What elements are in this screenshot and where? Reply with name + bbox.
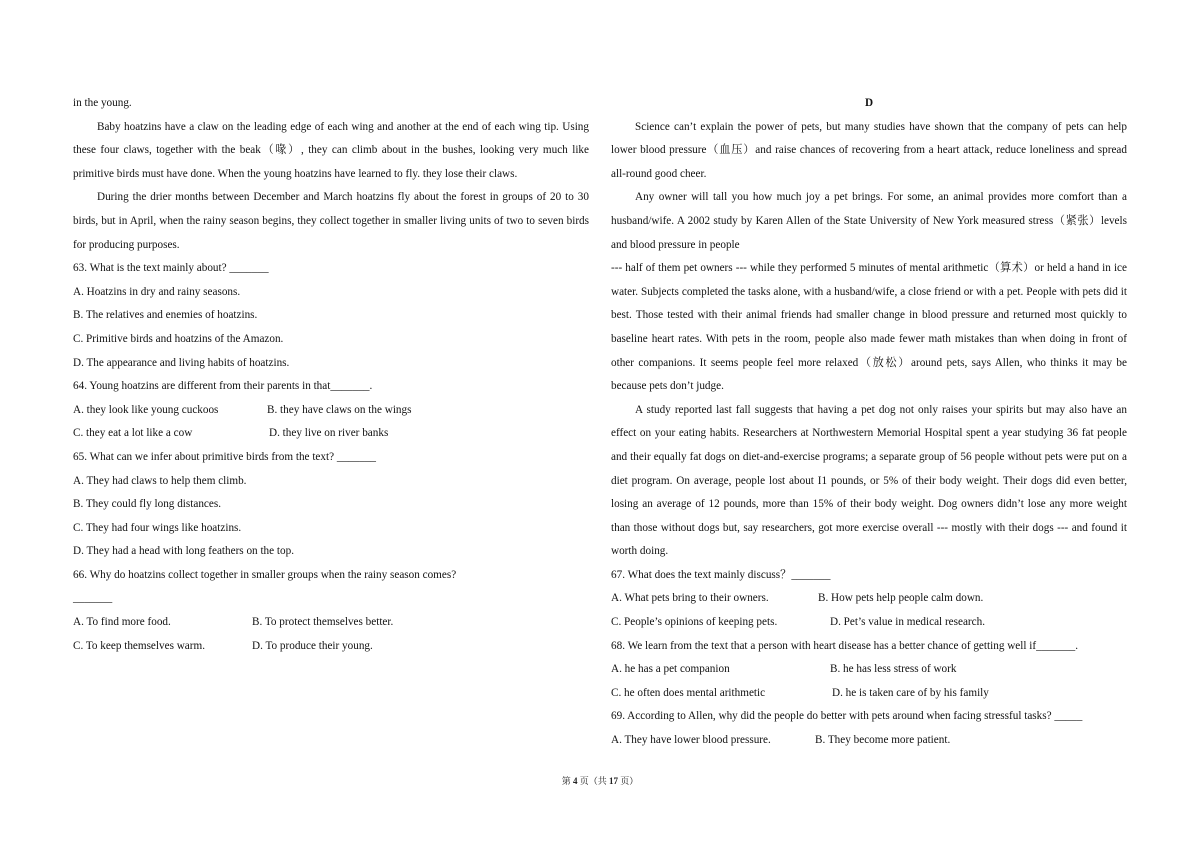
option-66d: D. To produce their young. <box>252 639 373 652</box>
option-65a: A. They had claws to help them climb. <box>73 474 247 487</box>
option-68d: D. he is taken care of by his family <box>832 686 989 699</box>
option-64d: D. they live on river banks <box>269 427 389 440</box>
options-68-row2 <box>611 682 1127 706</box>
footer-suffix: 页） <box>618 776 639 786</box>
option-64c: C. they eat a lot like a cow <box>73 427 193 440</box>
option-68c: C. he often does mental arithmetic <box>611 686 766 699</box>
option-64b: B. they have claws on the wings <box>267 403 412 416</box>
options-64-row2 <box>73 422 589 446</box>
paragraph-study-intro: Any owner will tall you how much joy a pet brings. For some, an animal provides more comfort than a husband/wife. A 2002 study by Karen Allen of the State University of New York measured stress（紧张）levels and blood pressure in people <box>611 191 1127 251</box>
question-69: 69. According to Allen, why did the people do better with pets around when facing stressful tasks? _____ <box>611 710 1083 723</box>
options-66-row1 <box>73 611 589 635</box>
option-68b: B. he has less stress of work <box>830 663 957 676</box>
question-67: 67. What does the text mainly discuss？_______ <box>611 568 831 581</box>
paragraph-study: --- half of them pet owners --- while they performed 5 minutes of mental arithmetic（算术）or held a hand in ice water. Subjects completed the tasks alone, with a husband/wife, a close friend or with a pet. People with pets did it best. Those tested with their animal friends had smaller change in blood pressure and returned most quickly to baseline heart rates. With pets in the room, people also made fewer math mistakes than when doing in front of other companions. It seems people feel more relaxed（放松）around pets, says Allen, who thinks it may be because pets don’t judge. <box>611 262 1127 393</box>
question-68: 68. We learn from the text that a person with heart disease has a better chance of getting well if_______. <box>611 639 1079 652</box>
option-67d: D. Pet’s value in medical research. <box>830 616 986 629</box>
option-65b: B. They could fly long distances. <box>73 498 222 511</box>
option-63d: D. The appearance and living habits of hoatzins. <box>73 356 290 369</box>
option-65c: C. They had four wings like hoatzins. <box>73 521 242 534</box>
options-68-row1 <box>611 658 1127 682</box>
paragraph-claws: Baby hoatzins have a claw on the leading edge of each wing and another at the end of each wing tip. Using these four claws, together with the beak（喙）, they can climb about in the bushes, looking very much like primitive birds must have done. When the young hoatzins have learned to fly. they lose their claws. <box>73 120 589 180</box>
option-64a: A. they look like young cuckoos <box>73 403 219 416</box>
question-66: 66. Why do hoatzins collect together in smaller groups when the rainy season comes? <box>73 568 457 581</box>
left-column <box>73 92 589 658</box>
option-67c: C. People’s opinions of keeping pets. <box>611 616 778 629</box>
option-66a: A. To find more food. <box>73 616 171 629</box>
paragraph-continuation: in the young. <box>73 97 132 109</box>
section-heading: D <box>864 97 874 109</box>
option-63b: B. The relatives and enemies of hoatzins. <box>73 309 258 322</box>
option-63a: A. Hoatzins in dry and rainy seasons. <box>73 285 241 298</box>
answer-blank-66: _______ <box>73 592 113 605</box>
option-67b: B. How pets help people calm down. <box>818 592 984 605</box>
options-64-row1 <box>73 399 589 423</box>
option-66b: B. To protect themselves better. <box>252 616 394 629</box>
option-66c: C. To keep themselves warm. <box>73 639 205 652</box>
paragraph-groups: During the drier months between December and March hoatzins fly about the forest in groups of 20 to 30 birds, but in April, when the rainy season begins, they collect together in smaller living units of two to seven birds for producing purposes. <box>73 191 589 251</box>
option-67a: A. What pets bring to their owners. <box>611 592 769 605</box>
option-65d: D. They had a head with long feathers on the top. <box>73 545 294 558</box>
question-65: 65. What can we infer about primitive birds from the text? _______ <box>73 450 377 463</box>
footer-prefix: 第 <box>561 776 573 786</box>
options-66-row2 <box>73 635 589 659</box>
paragraph-dogs: A study reported last fall suggests that having a pet dog not only raises your spirits but may also have an effect on your eating habits. Researchers at Northwestern Memorial Hospital spent a year studying 36 fat people and their equally fat dogs on diet-and-exercise programs; a separate group of 56 people without pets were put on a diet program. On average, people lost about I1 pounds, or 5% of their body weight. Their dogs did even better, losing an average of 12 pounds, more than 15% of their body weight. Dog owners didn’t lose any more weight than those without dogs but, say researchers, got more exercise overall --- mostly with their dogs --- and found it worth doing. <box>611 403 1127 558</box>
question-64: 64. Young hoatzins are different from their parents in that_______. <box>73 380 373 393</box>
options-69-row1 <box>611 729 1127 753</box>
question-63: 63. What is the text mainly about? _______ <box>73 262 269 275</box>
right-column <box>611 92 1127 753</box>
total-pages: 17 <box>609 776 618 786</box>
paragraph-intro: Science can’t explain the power of pets, but many studies have shown that the company of pets can help lower blood pressure（血压）and raise chances of recovering from a heart attack, reduce loneliness and spread all-round good cheer. <box>611 120 1127 180</box>
footer-middle: 页（共 <box>577 776 609 786</box>
options-67-row1 <box>611 587 1127 611</box>
option-69b: B. They become more patient. <box>815 734 951 747</box>
option-69a: A. They have lower blood pressure. <box>611 734 771 747</box>
option-68a: A. he has a pet companion <box>611 663 730 676</box>
page-footer <box>0 774 1200 787</box>
option-63c: C. Primitive birds and hoatzins of the Amazon. <box>73 332 284 345</box>
options-67-row2 <box>611 611 1127 635</box>
page-number: 4 <box>572 776 578 786</box>
